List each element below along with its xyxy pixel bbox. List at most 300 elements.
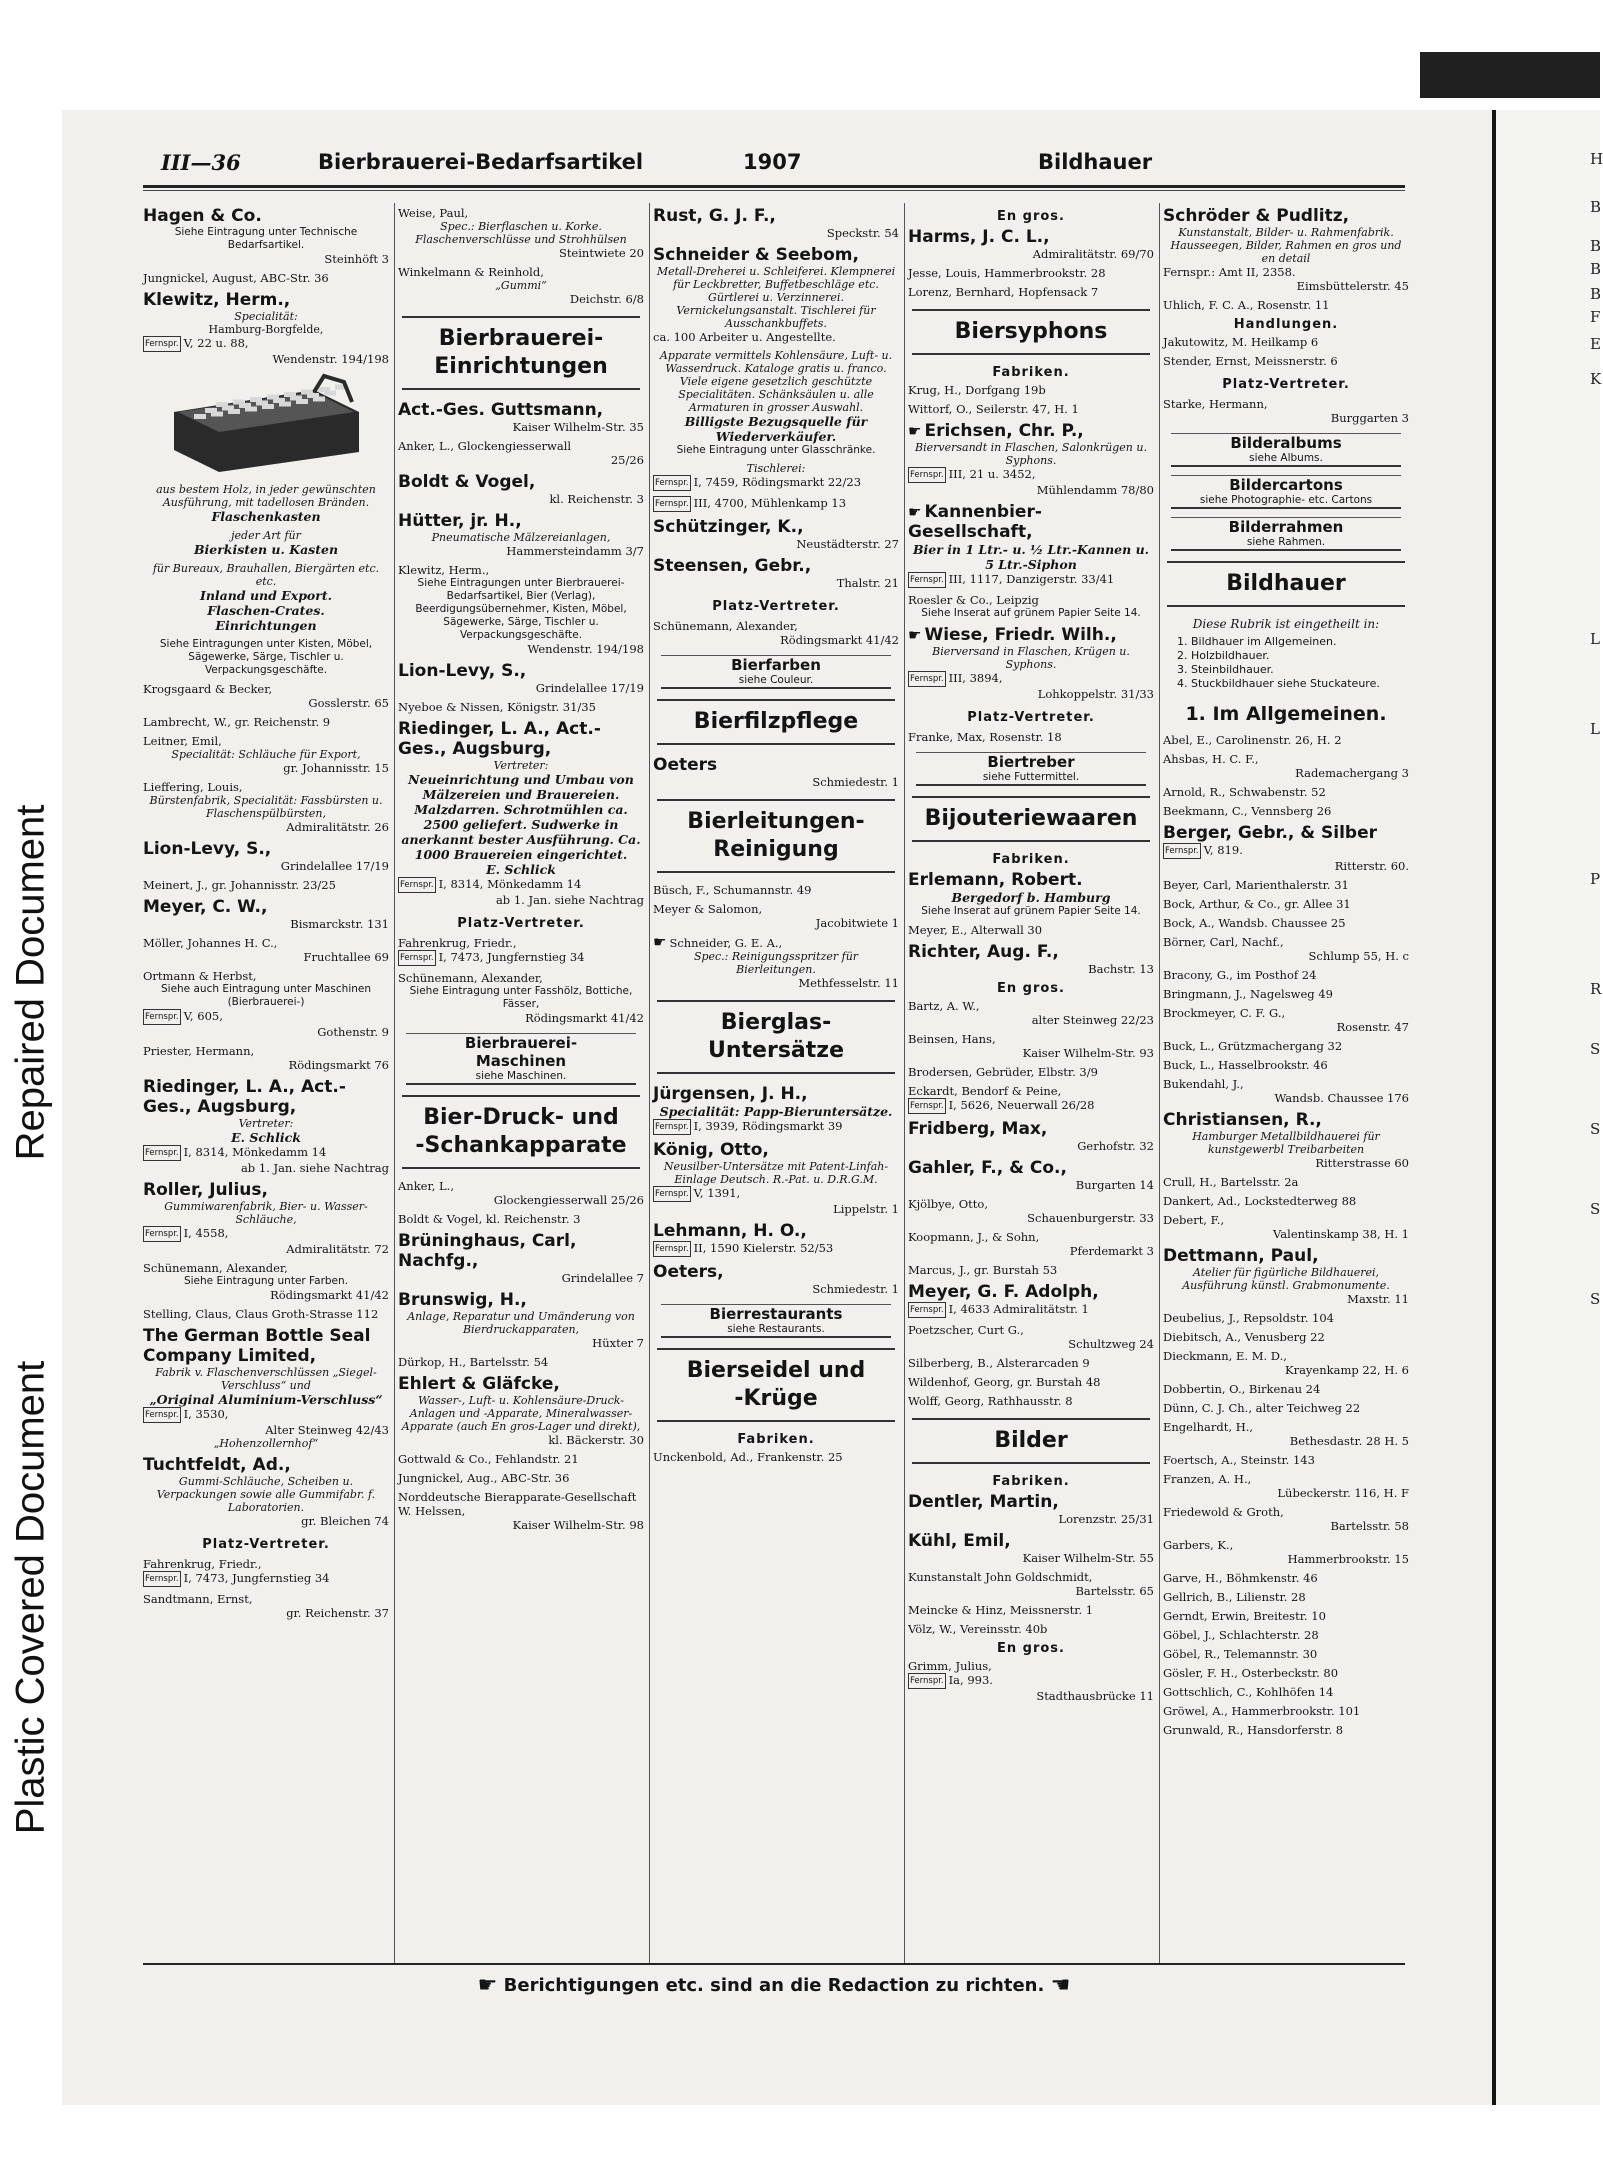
listing-highlight: „Original Aluminium-Verschluss“	[149, 1392, 383, 1407]
listing-name	[1163, 1077, 1409, 1091]
listing-name-text: Gösler, F. H., Osterbeckstr. 80	[1163, 1666, 1339, 1680]
section-heading-line: Reinigung	[713, 837, 839, 862]
listing-name-text: Lorenz, Bernhard, Hopfensack 7	[908, 285, 1099, 299]
listing-highlight: Einrichtungen	[215, 618, 317, 633]
listing-entry	[1163, 1472, 1409, 1500]
listing-entry	[653, 349, 899, 457]
listing-name	[653, 619, 899, 633]
listing-name	[143, 1592, 389, 1606]
listing-entry	[908, 1323, 1154, 1351]
listing-specialty: Bürstenfabrik, Specialität: Fassbürsten u. Flaschenspülbürsten,	[149, 794, 383, 820]
firm-name	[1163, 823, 1409, 843]
listing-name-text: Marcus, J., gr. Burstah 53	[908, 1263, 1058, 1277]
listing-name-text: Garve, H., Böhmkenstr. 46	[1163, 1571, 1318, 1585]
listing-name-text: Oeters	[653, 755, 718, 775]
listing-name-text: Roesler & Co., Leipzig	[908, 593, 1039, 607]
listing-address: Admiralitätstr. 69/70	[1032, 247, 1154, 261]
listing-entry	[908, 923, 1154, 937]
listing-name-text: Leitner, Emil,	[143, 734, 222, 748]
telephone-icon: Fernspr.	[143, 1009, 181, 1025]
cross-reference-title: Bilderrahmen	[1228, 518, 1344, 536]
telephone-icon: Fernspr.	[653, 1186, 691, 1202]
listing-name	[143, 1557, 389, 1571]
listing-name	[908, 1230, 1154, 1244]
listing-name-text: Brockmeyer, C. F. G.,	[1163, 1006, 1286, 1020]
listing-name-text: Koopmann, J., & Sohn,	[908, 1230, 1040, 1244]
listing-address: Steinhöft 3	[324, 252, 389, 266]
listing-name	[908, 1659, 1154, 1673]
listing-address: Glockengiesserwall 25/26	[493, 1193, 644, 1207]
next-page-letter: S	[1590, 1200, 1601, 1218]
listing-name	[908, 1570, 1154, 1584]
listing-entry	[143, 562, 389, 633]
listing-entry	[1163, 1311, 1409, 1325]
firm-name	[653, 556, 899, 576]
listing-entry	[1163, 354, 1409, 368]
section-heading	[1167, 561, 1405, 607]
listing-entry	[1163, 752, 1409, 780]
listing-entry	[398, 936, 644, 966]
listing-name-text: Hütter, jr. H.,	[398, 511, 522, 531]
listing-name	[1163, 804, 1409, 818]
firm-name	[908, 942, 1154, 962]
listing-entry	[908, 1230, 1154, 1258]
phone-line	[653, 1186, 899, 1202]
page-number: III—36	[161, 150, 241, 175]
firm-name	[143, 290, 389, 310]
listing-entry	[398, 1231, 644, 1285]
listing-name	[398, 1471, 644, 1485]
listing-name-text: Lehmann, H. O.,	[653, 1221, 807, 1241]
section-heading	[912, 309, 1150, 355]
listing-name-text: Bracony, G., im Posthof 24	[1163, 968, 1317, 982]
phone-line	[143, 336, 389, 352]
listing-name-text: Kjölbye, Otto,	[908, 1197, 988, 1211]
listing-address: gr. Bleichen 74	[301, 1514, 389, 1528]
listing-name-text: Beyer, Carl, Marienthalerstr. 31	[1163, 878, 1349, 892]
listing-name	[1163, 1382, 1409, 1396]
listing-entry	[398, 400, 644, 434]
listing-entry	[398, 563, 644, 656]
section-heading-line: Einrichtungen	[434, 354, 608, 379]
cross-reference-title: Bilderalbums	[1230, 434, 1342, 452]
listing-name-text: Gellrich, B., Lilienstr. 28	[1163, 1590, 1306, 1604]
heading-rule	[916, 784, 1146, 786]
listing-note: Siehe Inserat auf grünem Papier Seite 14.	[921, 607, 1141, 619]
crate-icon	[164, 372, 369, 477]
cross-reference-note: siehe Albums.	[1249, 452, 1323, 464]
header-year: 1907	[743, 150, 802, 174]
next-page-letter: B	[1590, 237, 1602, 255]
next-page-letter: B	[1590, 198, 1602, 216]
listing-entry	[1163, 878, 1409, 892]
listing-name-text: Fahrenkrug, Friedr.,	[398, 936, 517, 950]
firm-name	[398, 472, 644, 492]
phone-text: III, 3894,	[948, 671, 1003, 685]
listing-name	[1163, 1685, 1409, 1699]
phone-text: III, 21 u. 3452,	[948, 467, 1036, 481]
listing-name-text: Brunswig, H.,	[398, 1290, 527, 1310]
firm-name	[143, 206, 389, 226]
listing-name	[143, 936, 389, 950]
listing-name-text: Wildenhof, Georg, gr. Burstah 48	[908, 1375, 1101, 1389]
next-page-letter: S	[1590, 1120, 1601, 1138]
listing-name-text: Kühl, Emil,	[908, 1531, 1011, 1551]
listing-name	[1163, 1349, 1409, 1363]
listing-address: Rödingsmarkt 76	[288, 1058, 389, 1072]
listing-entry	[1163, 1006, 1409, 1034]
phone-text: III, 4700, Mühlenkamp 13	[693, 496, 847, 510]
listing-address: Neustädterstr. 27	[796, 537, 899, 551]
listing-entry	[1163, 1077, 1409, 1105]
listing-entry	[143, 715, 389, 729]
phone-text: I, 7459, Rödingsmarkt 22/23	[693, 475, 862, 489]
listing-address: kl. Bäckerstr. 30	[548, 1433, 644, 1447]
listing-name	[653, 902, 899, 916]
listing-entry	[653, 556, 899, 590]
phone-text: V, 819.	[1203, 843, 1243, 857]
listing-specialty: Gummiwarenfabrik, Bier- u. Wasser-Schläuche,	[164, 1200, 368, 1226]
section-heading-line: -Schankapparate	[415, 1133, 627, 1158]
listing-name-text: Engelhardt, H.,	[1163, 1420, 1254, 1434]
listing-name-text: Jesse, Louis, Hammerbrookstr. 28	[908, 266, 1106, 280]
listing-note: Siehe Eintragung unter Technische Bedarfsartikel.	[174, 226, 358, 251]
listing-name	[908, 1032, 1154, 1046]
listing-name-text: Ehlert & Gläfcke,	[398, 1374, 560, 1394]
section-heading-line: Untersätze	[708, 1038, 844, 1063]
listing-specialty: für Bureaux, Brauhallen, Biergärten etc. etc.	[152, 562, 380, 588]
listing-name-text: Buck, L., Hasselbrookstr. 46	[1163, 1058, 1328, 1072]
listing-entry	[1163, 1590, 1409, 1604]
listing-name-text: Eckardt, Bendorf & Peine,	[908, 1084, 1062, 1098]
listing-name-text: Grimm, Julius,	[908, 1659, 992, 1673]
listing-name-text: Erlemann, Robert.	[908, 870, 1083, 890]
listing-specialty: Specialität:	[234, 310, 298, 323]
page-footer	[143, 1968, 1405, 2004]
listing-note: Siehe Eintragungen unter Bierbrauerei-Bedarfsartikel, Bier (Verlag), Beerdigungsübernehmer, Kisten, Möbel, Sägewerke, Särge, Tischler u. Verpackungsgeschäfte.	[415, 577, 627, 641]
cross-reference-note: siehe Maschinen.	[475, 1070, 567, 1082]
listing-name-text: Boldt & Vogel,	[398, 472, 536, 492]
listing-name-text: Dentler, Martin,	[908, 1492, 1059, 1512]
listing-entry	[1163, 1330, 1409, 1344]
listing-name-text: Deubelius, J., Repsoldstr. 104	[1163, 1311, 1334, 1325]
telephone-icon: Fernspr.	[653, 1119, 691, 1135]
listing-name-text: Dünn, C. J. Ch., alter Teichweg 22	[1163, 1401, 1361, 1415]
listing-address: Valentinskamp 38, H. 1	[1273, 1227, 1409, 1241]
listing-address: ab 1. Jan. siehe Nachtrag	[240, 1161, 389, 1175]
listing-name-text: Schröder & Pudlitz,	[1163, 206, 1350, 226]
listing-name	[653, 1450, 899, 1464]
listing-entry	[653, 902, 899, 930]
listing-name-text: Dürkop, H., Bartelsstr. 54	[398, 1355, 549, 1369]
subheading: Platz-Vertreter.	[967, 710, 1095, 725]
firm-name	[653, 206, 899, 226]
listing-name-text: Fahrenkrug, Friedr.,	[143, 1557, 262, 1571]
phone-line	[908, 1098, 1154, 1114]
listing-name	[143, 1261, 389, 1275]
listing-name-text: Lion-Levy, S.,	[143, 839, 272, 859]
listing-entry	[908, 266, 1154, 280]
listing-specialty: aus bestem Holz, in jeder gewünschten Ausführung, mit tadellosen Bränden.	[156, 483, 376, 509]
listing-name-text: Riedinger, L. A., Act.-Ges., Augsburg,	[398, 719, 601, 759]
category-heading: Fabriken.	[992, 1474, 1070, 1489]
listing-entry	[143, 969, 389, 1039]
plastic-covered-label: Plastic Covered Document	[8, 1360, 53, 1835]
listing-entry	[398, 1212, 644, 1226]
listing-name-text: Sandtmann, Ernst,	[143, 1592, 253, 1606]
telephone-icon: Fernspr.	[143, 1145, 181, 1161]
listing-name	[908, 402, 1154, 416]
listing-name-text: Meyer & Salomon,	[653, 902, 763, 916]
listing-specialty: Metall-Dreherei u. Schleiferei. Klempnerei für Leckbretter, Buffetbeschläge etc. Gürtlerei u. Verzinnerei. Vernickelungsanstalt. Tischlerei für Ausschankbuffets.	[656, 265, 896, 330]
listing-address: Eimsbüttelerstr. 45	[1296, 279, 1409, 293]
listing-entry	[908, 1356, 1154, 1370]
column-5	[1163, 206, 1409, 1958]
next-page-letter: B	[1590, 285, 1602, 303]
listing-name	[1163, 397, 1409, 411]
listing-entry	[653, 462, 899, 491]
telephone-icon: Fernspr.	[908, 1673, 946, 1689]
firm-name	[143, 1077, 389, 1117]
listing-specialty: Vertreter:	[238, 1117, 294, 1130]
listing-name-text: Schützinger, K.,	[653, 517, 804, 537]
listing-entry	[908, 593, 1154, 620]
listing-entry	[398, 700, 644, 714]
listing-name-text: Meinert, J., gr. Johannisstr. 23/25	[143, 878, 336, 892]
listing-name	[908, 1263, 1154, 1277]
firm-name	[143, 897, 389, 917]
listing-address: Hammersteindamm 3/7	[506, 544, 644, 558]
phone-text: I, 3939, Rödingsmarkt 39	[693, 1119, 843, 1133]
listing-name	[908, 1622, 1154, 1636]
listing-address: Bachstr. 13	[1088, 962, 1154, 976]
listing-entry	[398, 1179, 644, 1207]
listing-name-text: Büsch, F., Schumannstr. 49	[653, 883, 812, 897]
listing-entry	[1163, 968, 1409, 982]
cross-reference-title: Maschinen	[475, 1052, 567, 1070]
telephone-icon: Fernspr.	[143, 1407, 181, 1423]
listing-entry	[1163, 1723, 1409, 1737]
listing-address: Jacobitwiete 1	[815, 916, 899, 930]
listing-name	[653, 935, 899, 950]
listing-entry	[1163, 897, 1409, 911]
listing-highlight: Flaschen-Crates.	[207, 603, 325, 618]
pointing-hand-left-icon: ☚	[1050, 1973, 1071, 1998]
listing-name	[1163, 1538, 1409, 1552]
listing-entry	[143, 1044, 389, 1072]
heading-rule	[1171, 507, 1401, 509]
listing-name	[1163, 1213, 1409, 1227]
listing-entry	[1163, 298, 1409, 312]
listing-name-text: Friedewold & Groth,	[1163, 1505, 1284, 1519]
listing-entry	[143, 638, 389, 677]
listing-name-text: König, Otto,	[653, 1140, 769, 1160]
listing-entry	[143, 1261, 389, 1302]
footer-notice: Berichtigungen etc. sind an die Redaction zu richten.	[503, 1975, 1045, 1996]
listing-name	[143, 682, 389, 696]
listing-entry	[908, 1282, 1154, 1318]
subheading: Platz-Vertreter.	[457, 916, 585, 931]
heading-rule	[1171, 549, 1401, 551]
listing-address: Methfesselstr. 11	[798, 976, 899, 990]
listing-entry	[398, 439, 644, 467]
telephone-icon: Fernspr.	[143, 1571, 181, 1587]
next-page-letter: L	[1590, 720, 1600, 738]
listing-name-text: Bock, Arthur, & Co., gr. Allee 31	[1163, 897, 1351, 911]
listing-name-text: Abel, E., Carolinenstr. 26, H. 2	[1163, 733, 1342, 747]
listing-entry	[1163, 335, 1409, 349]
listing-specialty: Fabrik v. Flaschenverschlüssen „Siegel-Verschluss“ und	[155, 1366, 377, 1392]
section-heading-line: Bildhauer	[1226, 571, 1346, 596]
listing-name-text: Wolff, Georg, Rathhausstr. 8	[908, 1394, 1073, 1408]
phone-text: Ia, 993.	[948, 1673, 993, 1687]
listing-name-text: Steensen, Gebr.,	[653, 556, 812, 576]
listing-entry	[398, 511, 644, 558]
listing-address: Pferdemarkt 3	[1069, 1244, 1154, 1258]
cross-reference-note: siehe Rahmen.	[1246, 536, 1326, 548]
phone-line	[653, 330, 899, 344]
listing-name	[143, 271, 389, 285]
firm-name	[908, 870, 1154, 890]
listing-entry	[143, 682, 389, 710]
telephone-icon: Fernspr.	[653, 475, 691, 491]
listing-name-text: Buck, L., Grützmachergang 32	[1163, 1039, 1343, 1053]
listing-name-text: Beinsen, Hans,	[908, 1032, 996, 1046]
listing-entry	[1163, 1349, 1409, 1377]
listing-name	[143, 878, 389, 892]
listing-note: Siehe Eintragung unter Fasshölz, Bottiche, Fässer,	[409, 985, 633, 1010]
listing-name-text: Berger, Gebr., & Silber	[1163, 823, 1378, 843]
listing-highlight: Bierkisten u. Kasten	[193, 542, 339, 557]
next-page-letter: K	[1590, 370, 1602, 388]
listing-specialty: Neusilber-Untersätze mit Patent-Linfah-Einlage Deutsch. R.-Pat. u. D.R.G.M.	[663, 1160, 889, 1186]
listing-entry	[398, 971, 644, 1025]
listing-address: Bartelsstr. 58	[1330, 1519, 1409, 1533]
listing-specialty: Wasser-, Luft- u. Kohlensäure-Druck-Anlagen und -Apparate, Mineralwasser-Apparate (auch En gros-Lager und direkt),	[401, 1394, 641, 1433]
header-rule	[143, 185, 1405, 188]
listing-address: Maxstr. 11	[1347, 1292, 1409, 1306]
listing-entry	[398, 265, 644, 306]
listing-name	[908, 923, 1154, 937]
rubric-list-item: 3. Steinbildhauer.	[1177, 663, 1274, 676]
category-heading: En gros.	[997, 1641, 1065, 1656]
pointing-hand-icon: ☛	[908, 422, 922, 440]
column-divider	[1159, 203, 1160, 1963]
listing-name-text: Wittorf, O., Seilerstr. 47, H. 1	[908, 402, 1079, 416]
listing-name-text: Börner, Carl, Nachf.,	[1163, 935, 1284, 949]
listing-highlight: Inland und Export.	[199, 588, 332, 603]
telephone-icon: Fernspr.	[143, 336, 181, 352]
phone-line	[908, 671, 1154, 687]
listing-name-text: Anker, L.,	[398, 1179, 454, 1193]
listing-entry	[143, 483, 389, 524]
listing-address: Hüxter 7	[592, 1336, 644, 1350]
listing-entry	[908, 1622, 1154, 1636]
listing-name-text: Priester, Hermann,	[143, 1044, 255, 1058]
section-heading-line: Bierseidel und	[686, 1358, 866, 1383]
column-3	[653, 206, 899, 1958]
listing-name-text: Lambrecht, W., gr. Reichenstr. 9	[143, 715, 331, 729]
listing-name	[1163, 1453, 1409, 1467]
firm-name	[398, 511, 644, 531]
listing-name	[1163, 1590, 1409, 1604]
listing-name-text: Tuchtfeldt, Ad.,	[143, 1455, 291, 1475]
listing-entry	[908, 421, 1154, 497]
listing-name-text: The German Bottle Seal Company Limited,	[143, 1326, 371, 1366]
listing-name	[398, 206, 644, 220]
listing-specialty: Specialität: Schläuche für Export,	[171, 748, 361, 761]
firm-name	[908, 1492, 1154, 1512]
listing-address: Mühlendamm 78/80	[1036, 483, 1154, 497]
listing-name	[1163, 1058, 1409, 1072]
listing-specialty: Spec.: Reinigungsspritzer für Bierleitungen.	[693, 950, 859, 976]
phone-text: I, 3530,	[183, 1407, 229, 1421]
listing-entry	[1163, 1110, 1409, 1170]
column-divider	[904, 203, 905, 1963]
listing-name	[908, 1065, 1154, 1079]
listing-entry	[653, 883, 899, 897]
listing-name	[1163, 987, 1409, 1001]
listing-entry	[398, 1471, 644, 1485]
listing-name-text: Starke, Hermann,	[1163, 397, 1268, 411]
listing-building: „Hohenzollernhof“	[213, 1437, 319, 1450]
listing-name-text: Möller, Johannes H. C.,	[143, 936, 278, 950]
phone-line	[398, 950, 644, 966]
firm-name	[398, 1290, 644, 1310]
next-page-letter: S	[1590, 1290, 1601, 1308]
listing-address: Gosslerstr. 65	[308, 696, 389, 710]
subheading: Platz-Vertreter.	[712, 599, 840, 614]
phone-text: I, 5626, Neuerwall 26/28	[948, 1098, 1095, 1112]
listing-name-text: Debert, F.,	[1163, 1213, 1225, 1227]
listing-name-text: Dobbertin, O., Birkenau 24	[1163, 1382, 1321, 1396]
listing-name-text: Erichsen, Chr. P.,	[924, 421, 1084, 441]
phone-text: V, 22 u. 88,	[183, 336, 249, 350]
column-4	[908, 206, 1154, 1958]
listing-address: Lübeckerstr. 116, H. F	[1277, 1486, 1409, 1500]
listing-name-text: Völz, W., Vereinsstr. 40b	[908, 1622, 1048, 1636]
listing-entry	[908, 1375, 1154, 1389]
listing-specialty: Atelier für figürliche Bildhauerei, Ausführung künstl. Grabmonumente.	[1182, 1266, 1390, 1292]
firm-name	[653, 755, 899, 775]
telephone-icon: Fernspr.	[398, 950, 436, 966]
listing-name	[653, 883, 899, 897]
rubric-list-item: 2. Holzbildhauer.	[1177, 649, 1270, 662]
phone-line	[1163, 265, 1409, 279]
listing-name-text: Kunstanstalt John Goldschmidt,	[908, 1570, 1093, 1584]
listing-name-text: Klewitz, Herm.,	[143, 290, 291, 310]
listing-address: Rödingsmarkt 41/42	[780, 633, 899, 647]
listing-note: Siehe auch Eintragung unter Maschinen (Bierbrauerei-)	[160, 983, 372, 1008]
running-header	[143, 150, 1403, 190]
listing-address: Rödingsmarkt 41/42	[525, 1011, 644, 1025]
listing-name-text: Schneider, G. E. A.,	[669, 936, 783, 950]
category-heading: En gros.	[997, 209, 1065, 224]
column-2	[398, 206, 644, 1958]
listing-name-text: Riedinger, L. A., Act.-Ges., Augsburg,	[143, 1077, 346, 1117]
listing-entry	[908, 285, 1154, 299]
heading-rule	[1171, 465, 1401, 467]
listing-address: Schlump 55, H. c	[1308, 949, 1409, 963]
listing-entry	[908, 1119, 1154, 1153]
phone-line	[908, 467, 1154, 483]
listing-note: Siehe Inserat auf grünem Papier Seite 14.	[921, 905, 1141, 917]
phone-line	[653, 475, 899, 491]
phone-line	[143, 1226, 389, 1242]
listing-name-text: Wiese, Friedr. Wilh.,	[924, 625, 1117, 645]
listing-specialty: Kunstanstalt, Bilder- u. Rahmenfabrik. Hausseegen, Bilder, Rahmen en gros und en detail	[1170, 226, 1402, 265]
listing-entry	[1163, 785, 1409, 799]
